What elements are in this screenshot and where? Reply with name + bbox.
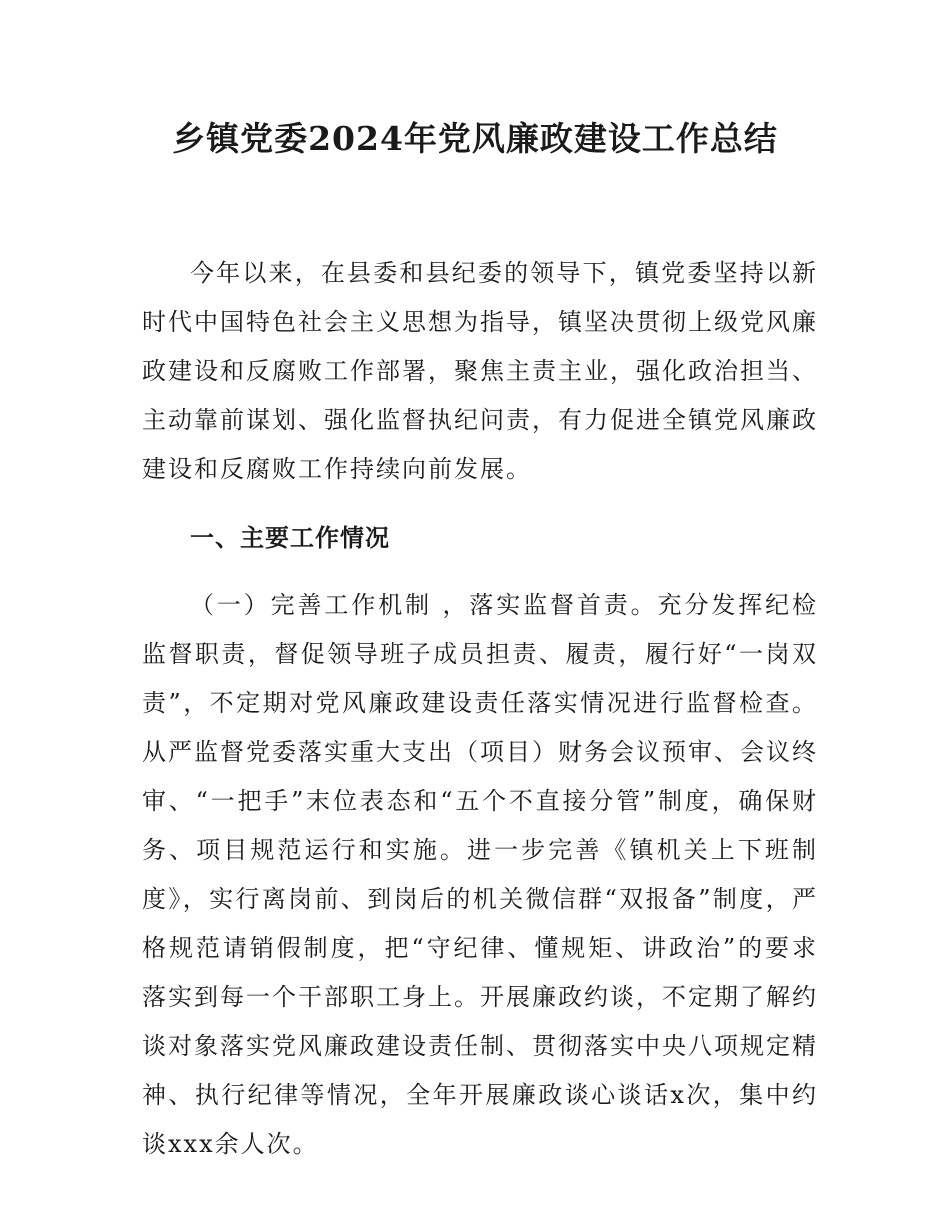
section-heading-main-work: 一、主要工作情况 — [190, 524, 390, 552]
section-paragraph-mechanism: （一）完善工作机制 ，落实监督首责。充分发挥纪检监督职责，督促领导班子成员担责、履责，履行好“一岗双责”，不定期对党风廉政建设责任落实情况进行监督检查。从严监督党委落实重大支出（项目）财务会议预审、会议终审、“一把手”末位表态和“五个不直接分管”制度，确保财务、项目规范运行和实施。进一步完善《镇机关上下班制度》，实行离岗前、到岗后的机关微信群“双报备”制度，严格规范请销假制度，把“守纪律、懂规矩、讲政治”的要求落实到每一个干部职工身上。开展廉政约谈，不定期了解约谈对象落实党风廉政建设责任制、贯彻落实中央八项规定精神、执行纪律等情况，全年开展廉政谈心谈话x次，集中约谈xxx余人次。 — [142, 591, 818, 1158]
intro-paragraph: 今年以来，在县委和县纪委的领导下，镇党委坚持以新时代中国特色社会主义思想为指导，镇坚决贯彻上级党风廉政建设和反腐败工作部署，聚焦主责主业，强化政治担当、主动靠前谋划、强化监督执纪问责，有力促进全镇党风廉政建设和反腐败工作持续向前发展。 — [142, 259, 818, 483]
document-title: 乡镇党委2024年党风廉政建设工作总结 — [172, 119, 778, 158]
